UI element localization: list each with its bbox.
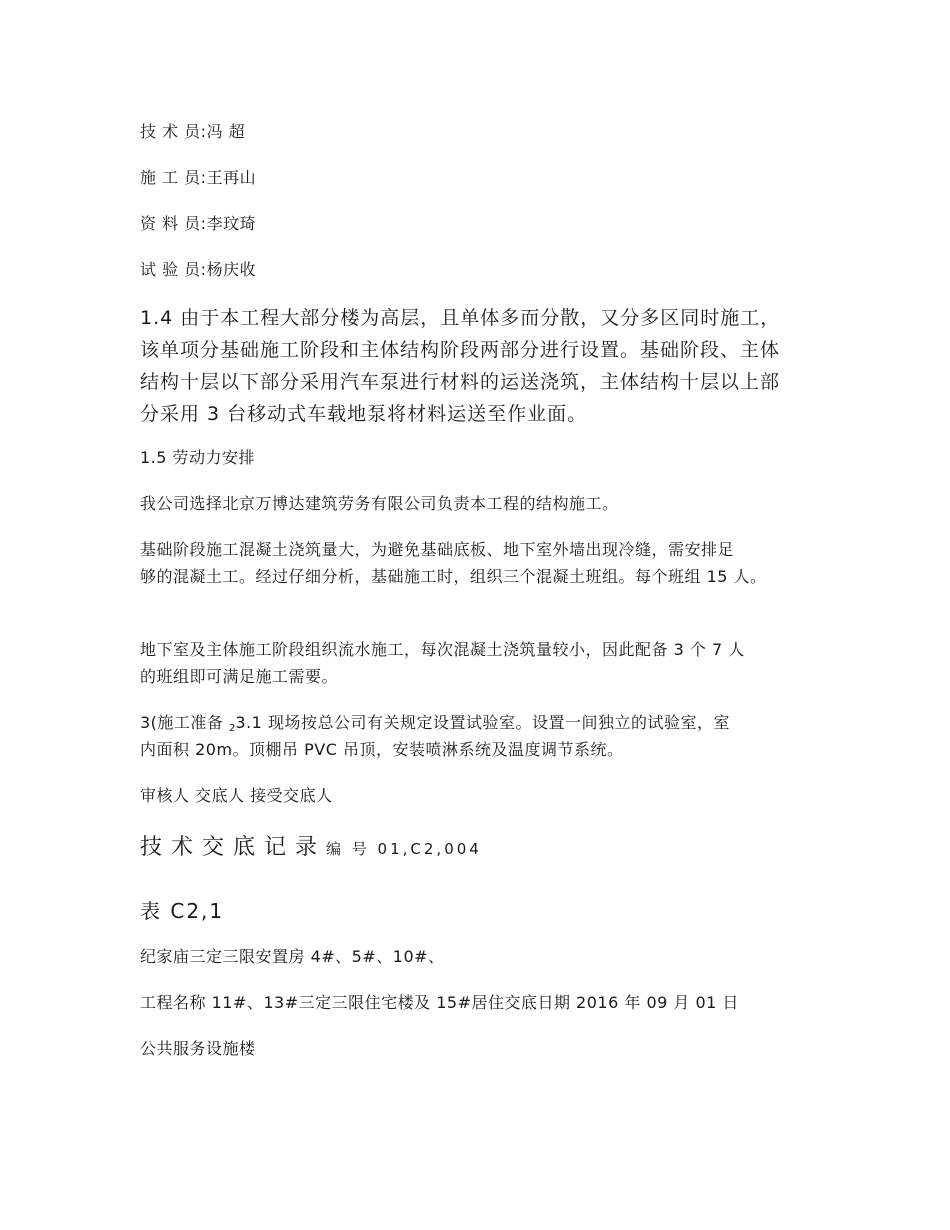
para-prep-line2: 内面积 20m。顶棚吊 PVC 吊顶，安装喷淋系统及温度调节系统。: [140, 740, 624, 759]
table-label: 表 C2,1: [140, 899, 225, 923]
staff-tester: 试 验 员:杨庆收: [140, 260, 257, 279]
para-prep-line: [140, 710, 730, 733]
para-foundation-line: 够的混凝土工。经过仔细分析，基础施工时，组织三个混凝土班组。每个班组 15 人。: [140, 567, 767, 586]
section-1-4-line: 分采用 3 台移动式车载地泵将材料运送至作业面。: [140, 403, 588, 425]
prep-subscript: 2: [229, 723, 236, 734]
record-heading: [140, 830, 482, 861]
staff-technician: 技 术 员:冯 超: [140, 122, 246, 141]
staff-documents: 资 料 员:李玟琦: [140, 214, 257, 233]
prep-rest: 3.1 现场按总公司有关规定设置试验室。设置一间独立的试验室，室: [235, 713, 730, 732]
project-line: 工程名称 11#、13#三定三限住宅楼及 15#居住交底日期 2016 年 09 月 01 日: [140, 993, 739, 1012]
para-company: 我公司选择北京万博达建筑劳务有限公司负责本工程的结构施工。: [140, 494, 619, 513]
record-number: 编 号 01,C2,004: [326, 840, 482, 858]
prep-prefix: 3(施工准备: [140, 713, 224, 732]
section-1-5-title: 1.5 劳动力安排: [140, 448, 256, 467]
project-line: 公共服务设施楼: [140, 1039, 256, 1058]
record-title: 技术交底记录: [140, 835, 327, 860]
para-basement-line: 地下室及主体施工阶段组织流水施工，每次混凝土浇筑量较小，因此配备 3 个 7 人: [140, 640, 745, 659]
project-line: 纪家庙三定三限安置房 4#、5#、10#、: [140, 947, 445, 966]
para-foundation-line: 基础阶段施工混凝土浇筑量大，为避免基础底板、地下室外墙出现冷缝，需安排足: [140, 540, 735, 559]
section-1-4-line: 该单项分基础施工阶段和主体结构阶段两部分进行设置。基础阶段、主体: [140, 339, 781, 361]
section-1-4-line: 1.4 由于本工程大部分楼为高层，且单体多而分散，又分多区同时施工，: [140, 307, 781, 329]
para-basement-line: 的班组即可满足施工需要。: [140, 667, 339, 686]
signatures-line: 审核人 交底人 接受交底人: [140, 786, 333, 805]
staff-constructor: 施 工 员:王再山: [140, 168, 257, 187]
section-1-4-line: 结构十层以下部分采用汽车泵进行材料的运送浇筑，主体结构十层以上部: [140, 371, 781, 393]
